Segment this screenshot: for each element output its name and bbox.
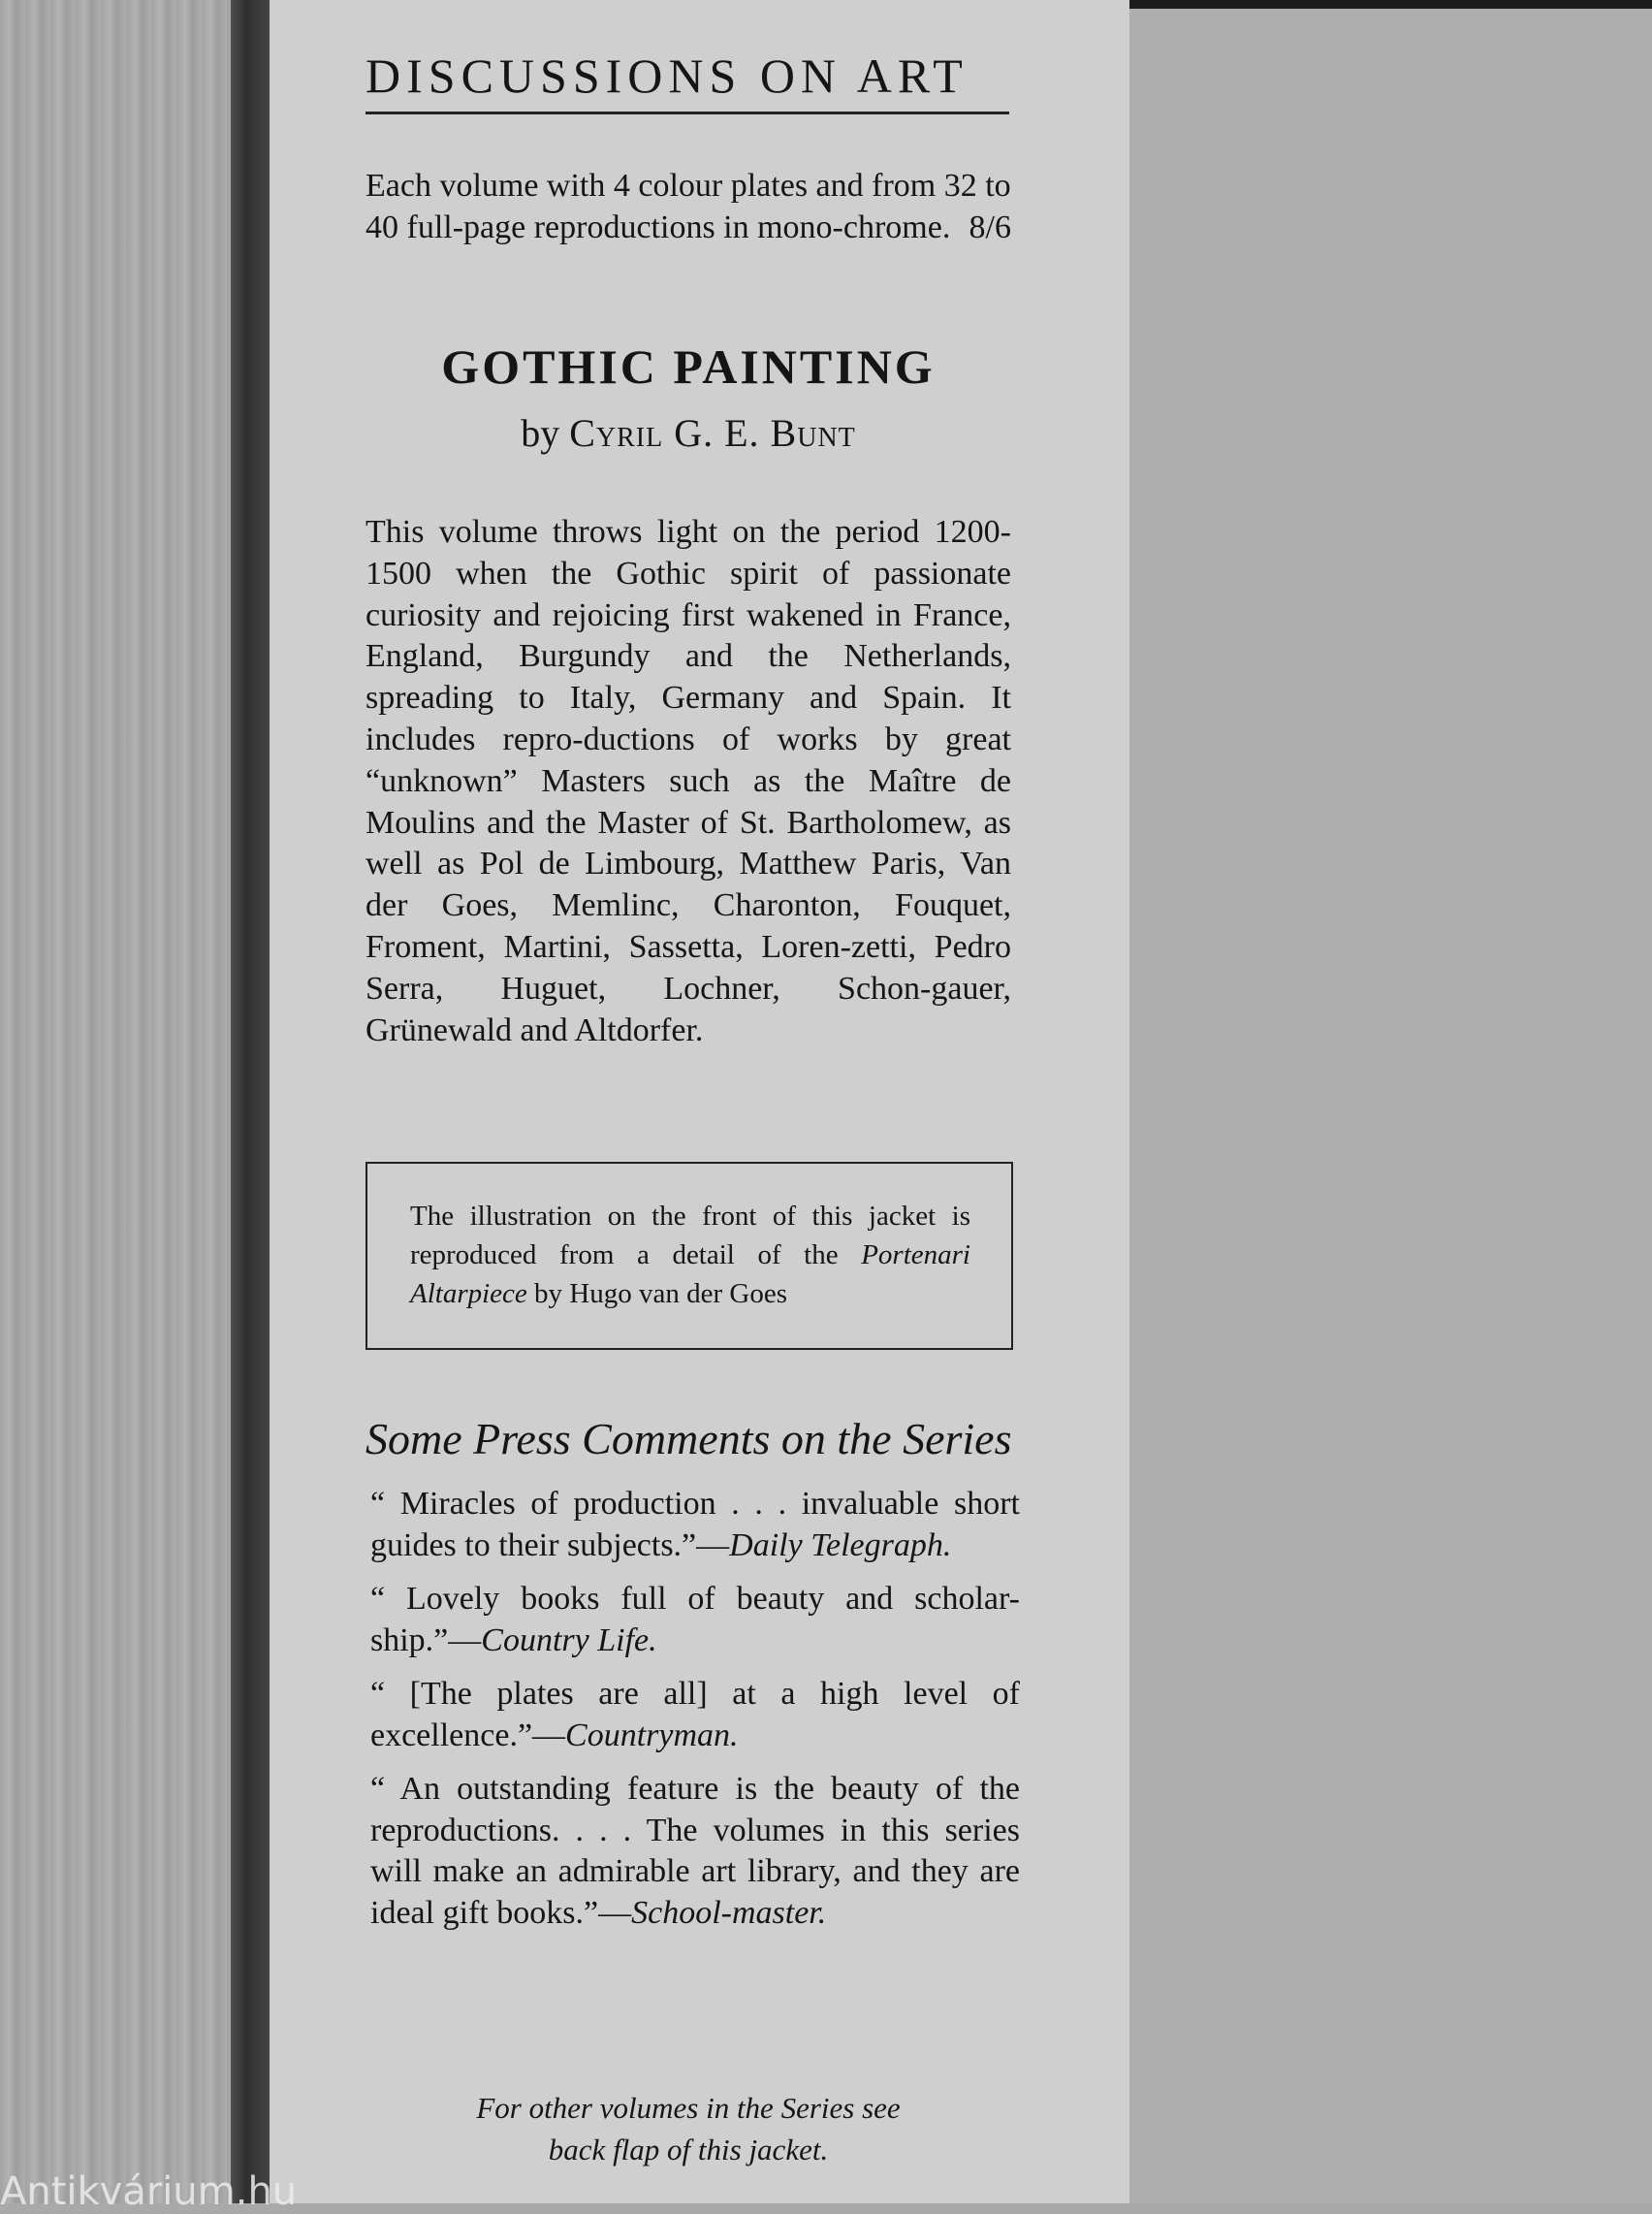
caption-text-after: by Hugo van der Goes xyxy=(526,1278,787,1309)
quote-source: Countryman. xyxy=(565,1717,739,1753)
author-name: Cyril G. E. Bunt xyxy=(569,411,856,455)
intro-text: Each volume with 4 colour plates and from 32 to 40 full-page reproductions in mono-chrome. xyxy=(365,168,1011,245)
press-quote xyxy=(370,1674,1020,1756)
press-quotes xyxy=(370,1484,1020,1946)
author-line xyxy=(365,409,1011,458)
press-quote xyxy=(370,1769,1020,1934)
press-quote xyxy=(370,1579,1020,1661)
by-label: by xyxy=(521,411,560,455)
press-quote xyxy=(370,1484,1020,1566)
book-spine xyxy=(231,0,270,2203)
caption-text-before: The illustration on the front of this jacket is reproduced from a detail of the xyxy=(410,1201,970,1270)
title-underline xyxy=(365,112,1009,114)
footer-note-line1: For other volumes in the Series see xyxy=(476,2091,901,2125)
series-intro xyxy=(365,165,1011,248)
right-background xyxy=(1129,0,1652,2203)
watermark: Antikvárium.hu xyxy=(0,2169,298,2214)
jacket-flap xyxy=(270,0,1129,2203)
footer-note xyxy=(365,2087,1011,2170)
caption-work-title: Portenari Altarpiece xyxy=(410,1239,970,1309)
left-book-cover xyxy=(0,0,231,2203)
caption-text xyxy=(410,1197,970,1313)
quote-text: “ An outstanding feature is the beauty of the reproductions. . . . The volumes in this series will make an admirable art library, and they are ideal gift books.”— xyxy=(370,1771,1020,1931)
quote-text: “ Lovely books full of beauty and scholar-ship.”— xyxy=(370,1581,1020,1658)
footer-note-line2: back flap of this jacket. xyxy=(548,2133,829,2166)
top-edge xyxy=(1129,0,1652,9)
quote-source: School-master. xyxy=(631,1894,827,1931)
series-title: DISCUSSIONS ON ART xyxy=(365,48,969,103)
book-description: This volume throws light on the period 1200-1500 when the Gothic spirit of passionate curiosity and rejoicing first wakened in France, England, Burgundy and the Netherlands, spreading to Italy, Germany and Spain. It includes repro-ductions of works by great “unknown” Masters such as the Maître de Moulins and the Master of St. Bartholomew, as well as Pol de Limbourg, Matthew Paris, Van der Goes, Memlinc, Charonton, Fouquet, Froment, Martini, Sassetta, Loren-zetti, Pedro Serra, Huguet, Lochner, Schon-gauer, Grünewald and Altdorfer. xyxy=(365,514,1011,1048)
price: 8/6 xyxy=(969,209,1011,245)
press-heading: Some Press Comments on the Series xyxy=(365,1414,1012,1463)
quote-source: Daily Telegraph. xyxy=(729,1526,952,1563)
quote-text: “ [The plates are all] at a high level of excellence.”— xyxy=(370,1676,1020,1753)
quote-text: “ Miracles of production . . . invaluable short guides to their subjects.”— xyxy=(370,1486,1020,1563)
book-title: GOTHIC PAINTING xyxy=(441,339,936,394)
quote-source: Country Life. xyxy=(481,1621,657,1658)
